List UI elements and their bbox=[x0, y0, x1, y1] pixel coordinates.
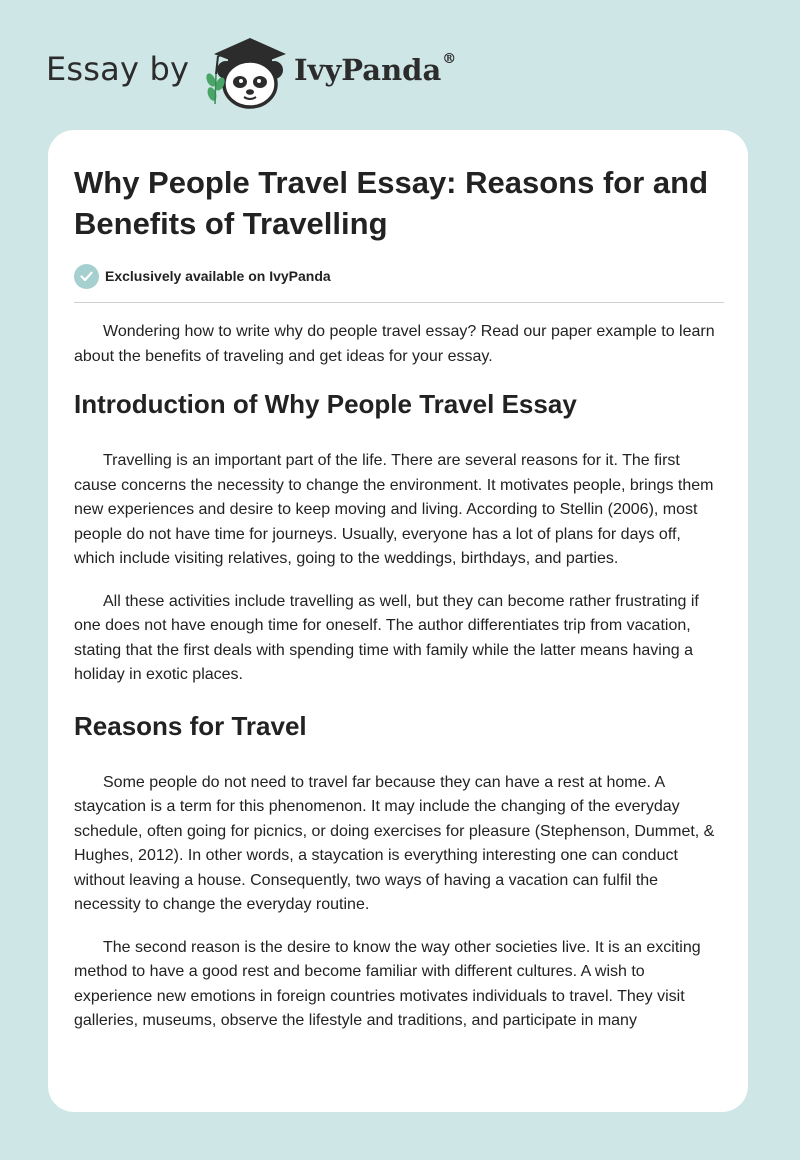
essay-title: Why People Travel Essay: Reasons for and Benefits of Travelling bbox=[74, 165, 709, 241]
paragraph: The second reason is the desire to know the way other societies live. It is an exciting method to have a good rest and become familiar with different cultures. A wish to experience new emotions in foreign countries motivates individuals to travel. They visit galleries, museums, observe the lifestyle and traditions, and participate in many bbox=[74, 938, 701, 1029]
check-circle-icon bbox=[74, 264, 99, 289]
exclusive-badge bbox=[74, 262, 724, 290]
brand-name[interactable] bbox=[294, 53, 456, 87]
essay-content bbox=[74, 162, 724, 1034]
brand-name-text: IvyPanda bbox=[294, 53, 442, 87]
paragraph: Some people do not need to travel far because they can have a rest at home. A staycation is a term for this phenomenon. It may include the changing of the everyday schedule, often going for picnics, or doing exercises for pleasure (Stephenson, Dummet, & Hughes, 2012). In other words, a staycation is everything interesting one can conduct without leaving a house. Consequently, two ways of having a vacation can fulfil the necessity to change the everyday routine. bbox=[74, 773, 715, 913]
title-divider bbox=[74, 302, 724, 303]
intro-paragraph: Wondering how to write why do people travel essay? Read our paper example to learn about the benefits of traveling and get ideas for your essay. bbox=[74, 323, 715, 365]
essay-card bbox=[48, 130, 748, 1112]
brand-prefix: Essay by bbox=[46, 50, 190, 88]
paragraph: Travelling is an important part of the life. There are several reasons for it. The first cause concerns the necessity to change the environment. It motivates people, brings them new experiences and desire to keep moving and living. According to Stellin (2006), most people do not have time for journeys. Usually, everyone has a lot of plans for days off, which include visiting relatives, going to the weddings, birthdays, and parties. bbox=[74, 452, 714, 567]
paragraph: All these activities include travelling as well, but they can become rather frustrating if one does not have enough time for oneself. The author differentiates trip from vacation, stating that the first deals with spending time with family while the latter means having a holiday in exotic places. bbox=[74, 592, 699, 683]
registered-mark: ® bbox=[442, 51, 457, 67]
panda-graduate-icon[interactable] bbox=[200, 34, 286, 110]
site-header bbox=[46, 34, 506, 110]
section-heading-introduction: Introduction of Why People Travel Essay bbox=[74, 389, 577, 419]
section-heading-reasons: Reasons for Travel bbox=[74, 710, 307, 741]
exclusive-label: Exclusively available on IvyPanda bbox=[105, 268, 331, 284]
